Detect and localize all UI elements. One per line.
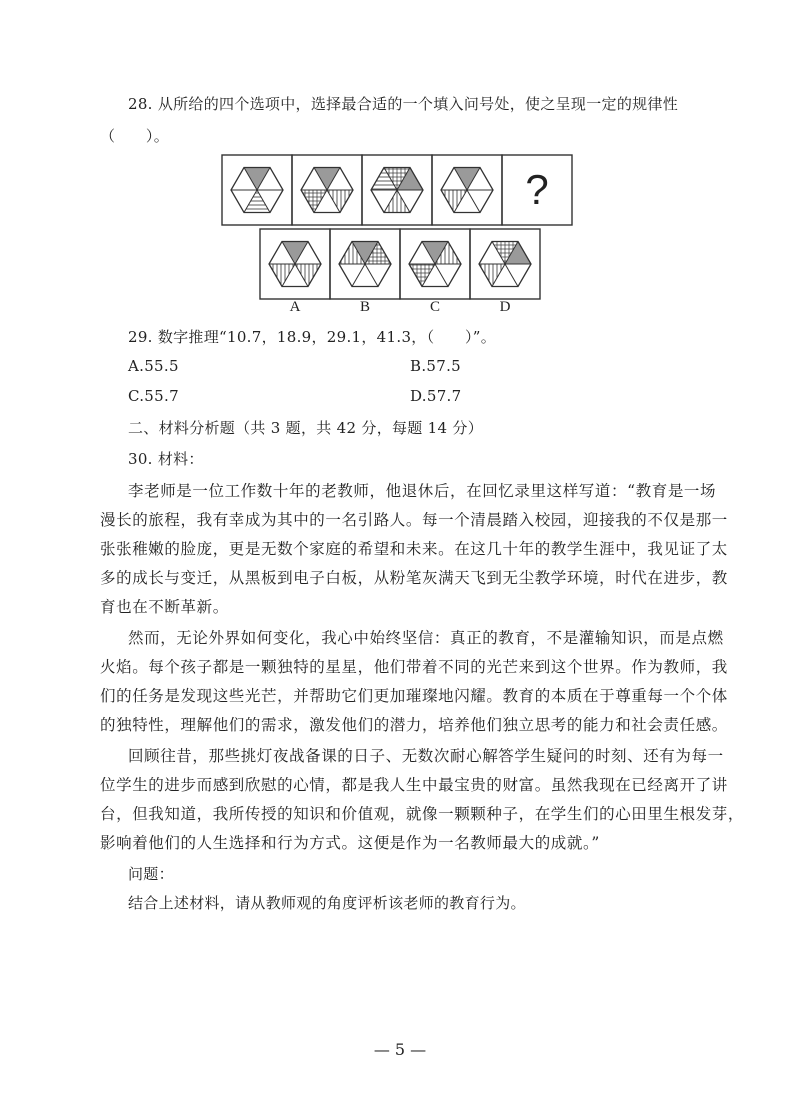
option-hexagon-b <box>339 242 391 287</box>
q30-p3-line-2: 位学生的进步而感到欣慰的心情，都是我人生中最宝贵的财富。虽然我现在已经离开了讲 <box>100 776 728 794</box>
option-hexagon-a <box>269 242 321 287</box>
q30-p1-line-1: 李老师是一位工作数十年的老教师，他退休后，在回忆录里这样写道：“教育是一场 <box>128 482 717 500</box>
q30-p2-line-4: 的独特性，理解他们的需求，激发他们的潜力，培养他们独立思考的能力和社会责任感。 <box>100 716 728 734</box>
q29-stem: 29. 数字推理“10.7，18.9，29.1，41.3，（ ）”。 <box>128 328 497 346</box>
q30-p1-line-3: 张张稚嫩的脸庞，更是无数个家庭的希望和未来。在这几十年的教学生涯中，我见证了太 <box>100 540 728 558</box>
sequence-hexagon-3 <box>371 168 423 213</box>
q29-choice-a: A.55.5 <box>128 357 179 375</box>
q30-p1-line-4: 多的成长与变迁，从黑板到电子白板，从粉笔灰满天飞到无尘教学环境，时代在进步，教 <box>100 569 728 587</box>
q30-question-label: 问题： <box>128 865 174 883</box>
question-mark: ? <box>525 166 549 213</box>
q30-p3-line-1: 回顾往昔，那些挑灯夜战备课的日子、无数次耐心解答学生疑问的时刻、还有为每一 <box>128 747 724 765</box>
q30-p1-line-5: 育也在不断革新。 <box>100 598 229 616</box>
option-label-d: D <box>499 299 511 315</box>
q30-p3-line-4: 影响着他们的人生选择和行为方式。这便是作为一名教师最大的成就。” <box>100 834 600 852</box>
q28-stem-line2: （ ）。 <box>100 127 170 145</box>
option-hexagon-c <box>409 242 461 287</box>
q30-p3-line-3: 台，但我知道，我所传授的知识和价值观，就像一颗颗种子，在学生们的心田里生根发芽， <box>100 805 745 823</box>
q30-p2-line-3: 们的任务是发现这些光芒，并帮助它们更加璀璨地闪耀。教育的本质在于尊重每一个个体 <box>100 687 728 705</box>
sequence-hexagon-2 <box>301 168 353 213</box>
section-2-title: 二、材料分析题（共 3 题，共 42 分，每题 14 分） <box>128 419 484 437</box>
option-label-c: C <box>429 299 440 315</box>
sequence-hexagon-1 <box>231 168 283 213</box>
q30-p2-line-1: 然而，无论外界如何变化，我心中始终坚信：真正的教育，不是灌输知识，而是点燃 <box>128 629 724 647</box>
q28-stem-line1: 28. 从所给的四个选项中，选择最合适的一个填入问号处，使之呈现一定的规律性 <box>128 95 679 113</box>
option-label-b: B <box>359 299 370 315</box>
q28-sequence-row <box>222 155 572 225</box>
sequence-hexagon-4 <box>441 168 493 213</box>
q29-choice-c: C.55.7 <box>128 387 179 405</box>
q29-choice-d: D.57.7 <box>410 387 462 405</box>
q30-p1-line-2: 漫长的旅程，我有幸成为其中的一名引路人。每一个清晨踏入校园，迎接我的不仅是那一 <box>100 511 728 529</box>
q30-question: 结合上述材料，请从教师观的角度评析该老师的教育行为。 <box>128 894 526 912</box>
q28-options-row <box>260 229 540 299</box>
option-hexagon-d <box>479 242 531 287</box>
q30-p2-line-2: 火焰。每个孩子都是一颗独特的星星，他们带着不同的光芒来到这个世界。作为教师，我 <box>100 658 728 676</box>
q29-choice-b: B.57.5 <box>410 357 461 375</box>
q28-figure <box>0 0 800 320</box>
q30-label: 30. 材料： <box>128 450 204 468</box>
page-number: — 5 — <box>373 1040 427 1059</box>
option-label-a: A <box>289 299 301 315</box>
